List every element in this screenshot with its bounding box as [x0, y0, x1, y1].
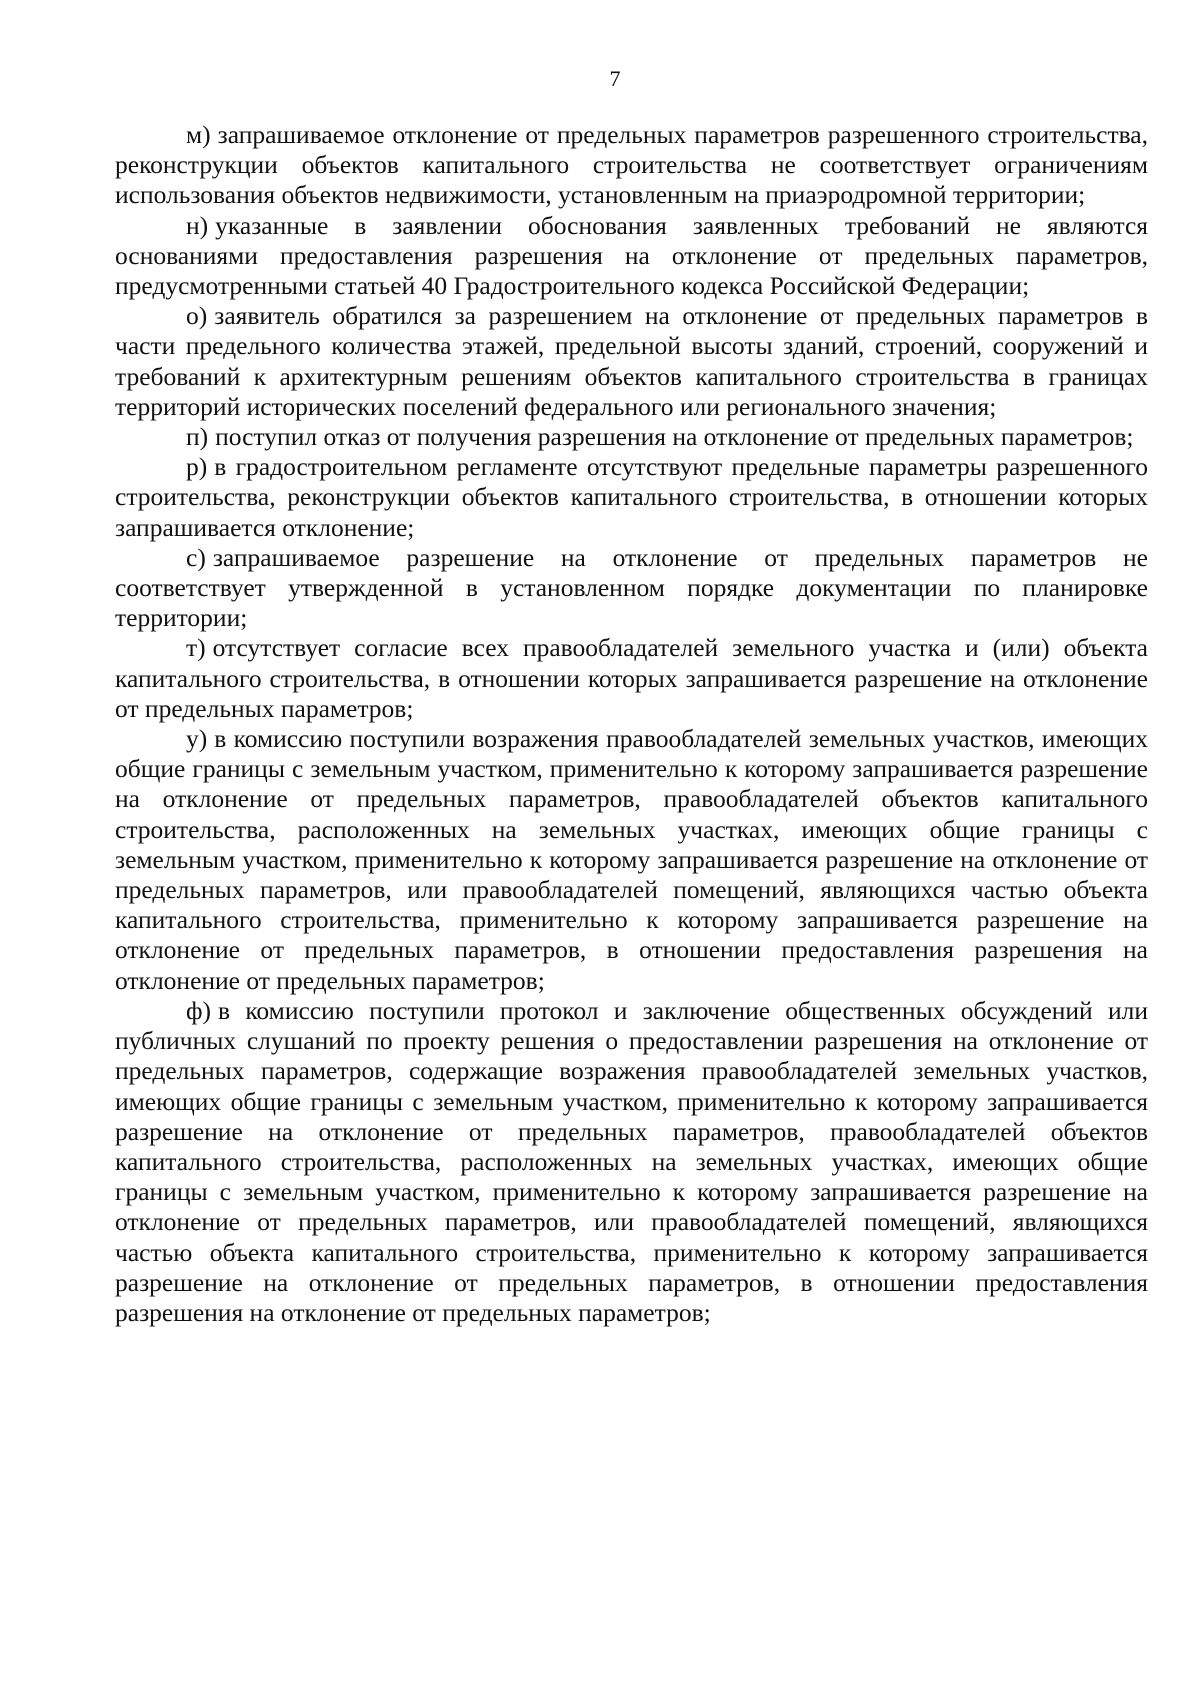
item-text: запрашиваемое отклонение от предельных параметров разрешенного строительства, реконструкции объектов капитального строительства не соответствует ограничениям использования объектов недвижимости, установленным на приаэродромной территории;: [115, 120, 1148, 210]
item-text: отсутствует согласие всех правообладателей земельного участка и (или) объекта капитального строительства, в отношении которых запрашивается разрешение на отклонение от предельных параметров;: [115, 633, 1148, 723]
list-item-m: [115, 120, 1148, 211]
item-letter: т): [186, 633, 206, 663]
list-item-t: [115, 633, 1148, 724]
item-text: поступил отказ от получения разрешения на отклонение от предельных параметров;: [215, 422, 1134, 452]
list-item-r: [115, 452, 1148, 543]
list-item-u: [115, 724, 1148, 996]
item-letter: р): [186, 452, 208, 482]
list-item-p: [115, 422, 1148, 452]
list-item-n: [115, 211, 1148, 302]
list-item-s: [115, 543, 1148, 634]
item-letter: ф): [186, 995, 212, 1025]
item-letter: м): [186, 120, 211, 149]
item-text: в градостроительном регламенте отсутствуют предельные параметры разрешенного строительства, реконструкции объектов капитального строительства, в отношении которых запрашивается отклонение;: [115, 452, 1148, 542]
item-letter: о): [186, 301, 208, 331]
item-text: запрашиваемое разрешение на отклонение от предельных параметров не соответствует утвержденной в установленном порядке документации по планировке территории;: [115, 542, 1148, 633]
item-letter: н): [186, 210, 209, 240]
item-text: заявитель обратился за разрешением на отклонение от предельных параметров в части предельного количества этажей, предельной высоты зданий, строений, сооружений и требований к архитектурным решениям объектов капитального строительства в границах территорий исторических поселений федерального или регионального значения;: [115, 301, 1148, 421]
list-item-o: [115, 301, 1148, 422]
list-item-f: [115, 996, 1148, 1328]
item-letter: у): [186, 724, 208, 754]
item-text: в комиссию поступили протокол и заключение общественных обсуждений или публичных слушаний по проекту решения о предоставлении разрешения на отклонение от предельных параметров, содержащие возражения правообладателей земельных участков, имеющих общие границы с земельным участком, применительно к которому запрашивается разрешение на отклонение от предельных параметров, правообладателей объектов капитального строительства, расположенных на земельных участках, имеющих общие границы с земельным участком, применительно к которому запрашивается разрешение на отклонение от предельных параметров, или правообладателей помещений, являющихся частью объекта капитального строительства, применительно к которому запрашивается разрешение на отклонение от предельных параметров, в отношении предоставления разрешения на отклонение от предельных параметров;: [115, 995, 1148, 1327]
page-number: 7: [609, 66, 621, 91]
document-body: [115, 120, 1148, 1328]
item-text: в комиссию поступили возражения правообладателей земельных участков, имеющих общие границы с земельным участком, применительно к которому запрашивается разрешение на отклонение от предельных параметров, правообладателей объектов капитального строительства, расположенных на земельных участках, имеющих общие границы с земельным участком, применительно к которому запрашивается разрешение на отклонение от предельных параметров, или правообладателей помещений, являющихся частью объекта капитального строительства, применительно к которому запрашивается разрешение на отклонение от предельных параметров, в отношении предоставления разрешения на отклонение от предельных параметров;: [115, 724, 1148, 995]
item-letter: п): [186, 422, 209, 452]
item-text: указанные в заявлении обоснования заявленных требований не являются основаниями предоставления разрешения на отклонение от предельных параметров, предусмотренными статьей 40 Градостроительного кодекса Российской Федерации;: [115, 210, 1148, 301]
item-letter: с): [186, 542, 206, 572]
